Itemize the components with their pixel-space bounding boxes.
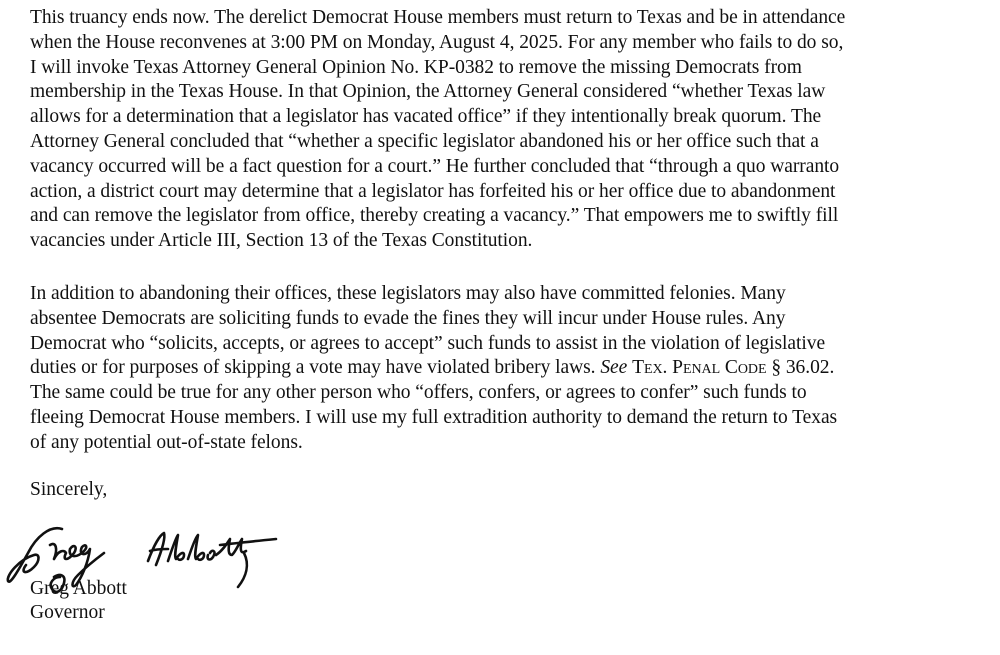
text-line: allows for a determination that a legislator has vacated office” if they intentionally break quorum. The xyxy=(30,106,822,128)
signatory-title: Governor xyxy=(30,602,105,623)
penal-code-citation: Tex. Penal Code xyxy=(632,357,767,379)
text-line: The same could be true for any other person who “offers, confers, or agrees to confer” such funds to xyxy=(30,382,807,404)
text-line: I will invoke Texas Attorney General Opinion No. KP-0382 to remove the missing Democrats from xyxy=(30,56,802,78)
text-line: This truancy ends now. The derelict Democrat House members must return to Texas and be in attendance xyxy=(30,7,846,28)
closing-salutation: Sincerely, xyxy=(30,479,108,500)
see-signal: See xyxy=(600,357,628,379)
text-line: when the House reconvenes at 3:00 PM on Monday, August 4, 2025. For any member who fails to do so, xyxy=(30,31,844,53)
text-line-citation xyxy=(30,356,980,381)
section-number: § 36.02. xyxy=(766,357,835,379)
text-line: absentee Democrats are soliciting funds to evade the fines they will incur under House rules. Any xyxy=(30,307,786,329)
text-line: of any potential out-of-state felons. xyxy=(30,431,303,453)
text-line: Democrat who “solicits, accepts, or agrees to accept” such funds to assist in the violation of legislative xyxy=(30,332,826,354)
text-segment: duties or for purposes of skipping a vote may have violated bribery laws. xyxy=(30,357,601,379)
text-line: fleeing Democrat House members. I will use my full extradition authority to demand the return to Texas xyxy=(30,406,838,428)
signatory-name: Greg Abbott xyxy=(30,578,127,599)
text-line: vacancy occurred will be a fact question for a court.” He further concluded that “through a quo warranto xyxy=(30,155,840,177)
paragraph-felonies xyxy=(30,282,980,456)
paragraph-truancy xyxy=(30,6,980,254)
text-line: Attorney General concluded that “whether a specific legislator abandoned his or her office such that a xyxy=(30,130,819,152)
text-line: and can remove the legislator from office, thereby creating a vacancy.” That empowers me to swiftly fill xyxy=(30,205,839,227)
text-line: vacancies under Article III, Section 13 of the Texas Constitution. xyxy=(30,230,533,252)
text-line: action, a district court may determine that a legislator has forfeited his or her office due to abandonment xyxy=(30,180,836,202)
text-line: membership in the Texas House. In that Opinion, the Attorney General considered “whether Texas law xyxy=(30,81,826,103)
text-line: In addition to abandoning their offices, these legislators may also have committed felonies. Many xyxy=(30,283,786,304)
